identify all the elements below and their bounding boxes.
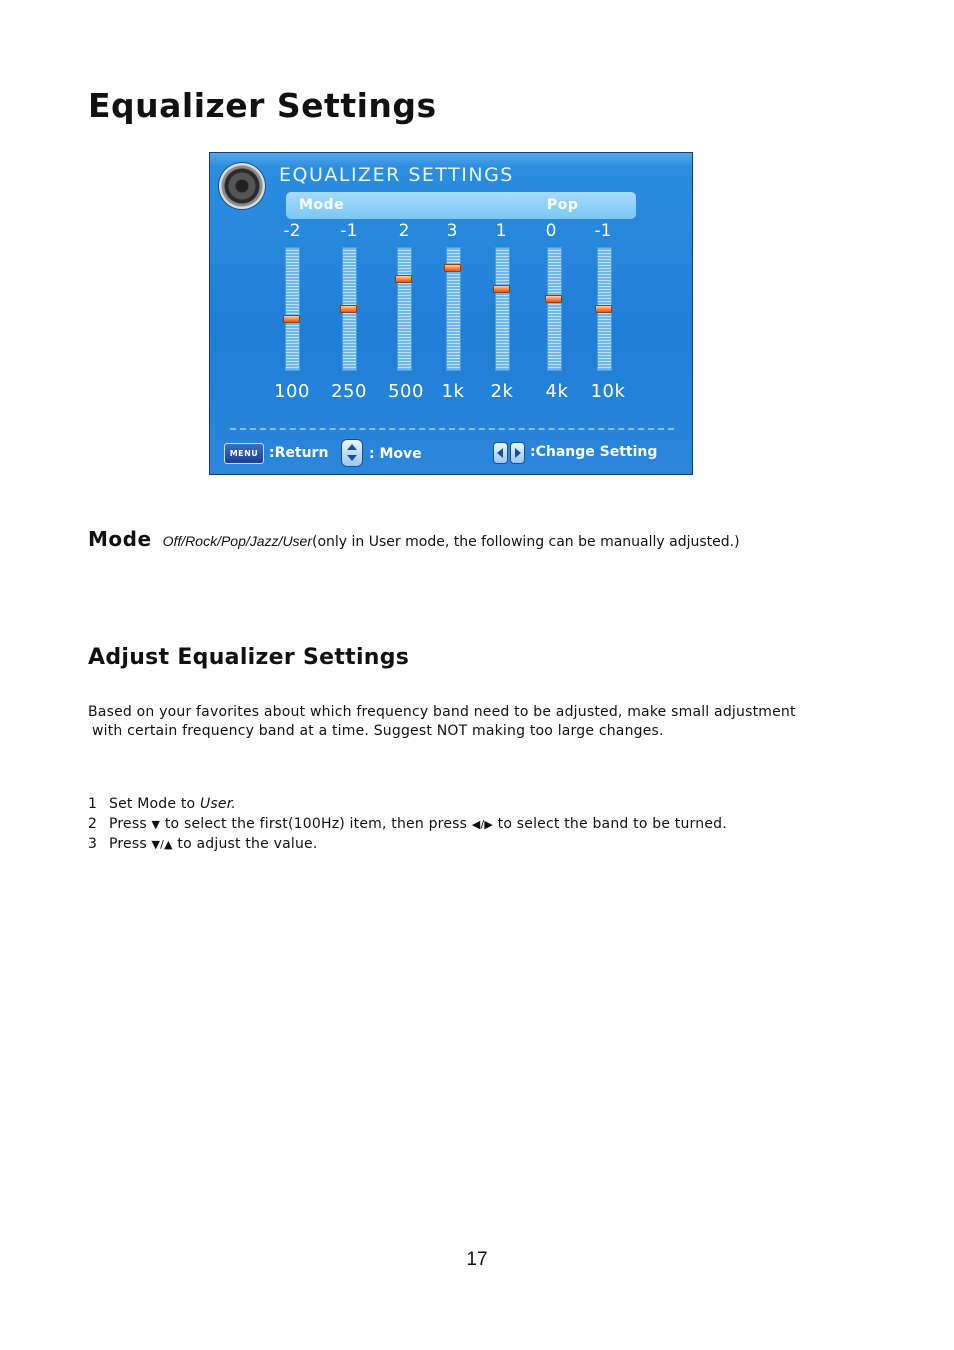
mode-note: (only in User mode, the following can be manually adjusted.) [312,534,740,550]
band-value: -1 [594,221,612,241]
band-value: -1 [340,221,358,241]
step-number: 3 [88,836,98,852]
band-slider[interactable] [285,247,300,371]
band-value: 1 [495,221,507,241]
mode-options: Off/Rock/Pop/Jazz/User [162,533,313,549]
down-up-arrows-icon: ▼/▲ [151,838,173,851]
slider-thumb[interactable] [545,295,562,303]
step-text: Press [109,816,147,832]
slider-thumb[interactable] [493,285,510,293]
mode-description [88,527,740,551]
move-hint: : Move [369,446,422,462]
paragraph-line: Based on your favorites about which frequency band need to be adjusted, make small adjustment [88,704,796,720]
step-text: to adjust the value. [177,836,318,852]
band-frequency-label: 500 [388,381,424,402]
slider-thumb[interactable] [340,305,357,313]
section-heading: Adjust Equalizer Settings [88,645,410,670]
instruction-step [88,836,318,852]
change-setting-hint: :Change Setting [530,444,658,460]
band-frequency-label: 10k [590,381,626,402]
mode-value: Pop [547,197,579,213]
page-title: Equalizer Settings [88,86,437,125]
divider-dashed [230,428,674,430]
return-hint: :Return [269,445,329,461]
band-frequency-label: 1k [441,381,465,402]
slider-thumb[interactable] [283,315,300,323]
right-arrow-icon [510,442,525,464]
step-number: 1 [88,796,98,812]
band-slider[interactable] [342,247,357,371]
page-number: 17 [466,1249,488,1270]
band-value: 3 [446,221,458,241]
mode-label: Mode [299,197,345,213]
band-value: 2 [398,221,410,241]
step-text: Press [109,836,147,852]
slider-thumb[interactable] [444,264,461,272]
band-slider[interactable] [397,247,412,371]
left-arrow-icon [493,442,508,464]
band-slider[interactable] [597,247,612,371]
band-value: 0 [545,221,557,241]
paragraph-line: with certain frequency band at a time. Suggest NOT making too large changes. [92,723,664,739]
instruction-step [88,796,236,812]
mode-heading: Mode [88,527,152,551]
equalizer-osd-screenshot [209,152,693,475]
mode-selector-bar[interactable] [286,192,636,219]
band-slider[interactable] [495,247,510,371]
instruction-step [88,816,727,832]
step-text: Set Mode to [109,796,200,812]
band-frequency-label: 2k [490,381,514,402]
band-slider[interactable] [446,247,461,371]
step-text: to select the band to be turned. [497,816,727,832]
step-number: 2 [88,816,98,832]
slider-thumb[interactable] [395,275,412,283]
down-arrow-icon: ▼ [151,818,161,831]
left-right-arrows-icon: ◀/▶ [471,818,494,831]
band-slider[interactable] [547,247,562,371]
step-text-italic: User. [199,796,237,812]
osd-title: EQUALIZER SETTINGS [279,164,514,186]
band-frequency-label: 100 [274,381,310,402]
band-frequency-label: 4k [545,381,569,402]
menu-button[interactable]: MENU [224,443,264,464]
band-frequency-label: 250 [331,381,367,402]
step-text: to select the first(100Hz) item, then press [164,816,468,832]
speaker-icon [219,163,265,209]
up-down-arrows-icon [341,439,363,467]
band-value: -2 [283,221,301,241]
slider-thumb[interactable] [595,305,612,313]
